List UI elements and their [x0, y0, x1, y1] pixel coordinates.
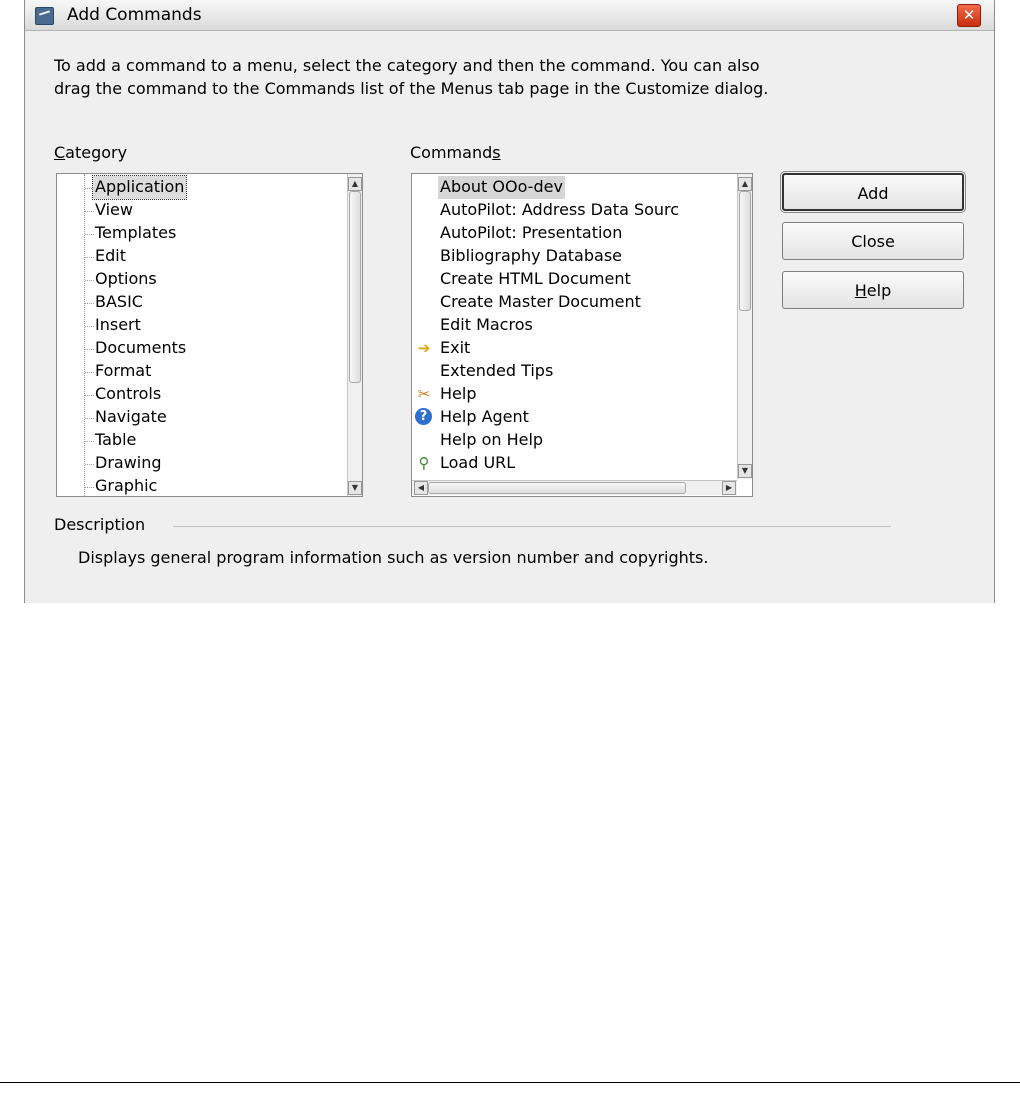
- command-item[interactable]: Create Master Document: [440, 292, 641, 311]
- command-item[interactable]: About OOo-dev: [438, 176, 565, 199]
- category-item[interactable]: View: [95, 200, 133, 219]
- commands-horizontal-scrollbar[interactable]: [412, 480, 737, 495]
- title-bar[interactable]: [25, 0, 994, 31]
- tree-connector: [85, 303, 94, 304]
- tree-connector: [85, 395, 94, 396]
- command-item[interactable]: Exit: [440, 338, 471, 357]
- help-button[interactable]: Help: [782, 271, 964, 309]
- tree-connector: [85, 211, 94, 212]
- description-label: Description: [54, 515, 146, 534]
- tree-connector: [85, 349, 94, 350]
- category-item[interactable]: Navigate: [95, 407, 167, 426]
- add-button[interactable]: Add: [782, 173, 964, 211]
- scissors-icon: ✂: [417, 385, 431, 403]
- scroll-right-arrow-icon[interactable]: ▶: [722, 481, 736, 495]
- category-item[interactable]: Insert: [95, 315, 141, 334]
- scroll-up-arrow-icon[interactable]: ▲: [348, 177, 362, 191]
- tree-connector: [85, 418, 94, 419]
- category-item[interactable]: Options: [95, 269, 157, 288]
- category-item[interactable]: BASIC: [95, 292, 143, 311]
- app-icon: [35, 7, 54, 25]
- tree-connector: [85, 487, 94, 488]
- category-list[interactable]: [56, 173, 363, 497]
- scroll-thumb[interactable]: [349, 191, 361, 383]
- command-item[interactable]: Edit Macros: [440, 315, 533, 334]
- category-item[interactable]: Table: [95, 430, 137, 449]
- dialog-title: Add Commands: [67, 5, 202, 25]
- intro-text: To add a command to a menu, select the category and then the command. You can also drag the command to the Commands list of the Menus tab page in the Customize dialog.: [54, 56, 769, 98]
- category-item[interactable]: Format: [95, 361, 152, 380]
- category-label: Category: [54, 143, 128, 162]
- tree-connector: [85, 464, 94, 465]
- category-item[interactable]: Controls: [95, 384, 162, 403]
- category-item[interactable]: Templates: [95, 223, 177, 242]
- help-agent-icon: ?: [415, 408, 432, 425]
- category-item[interactable]: Graphic: [95, 476, 158, 495]
- description-text: Displays general program information such as version number and copyrights.: [78, 548, 709, 567]
- command-item[interactable]: Help: [440, 384, 477, 403]
- command-item[interactable]: Create HTML Document: [440, 269, 631, 288]
- command-item[interactable]: AutoPilot: Presentation: [440, 223, 623, 242]
- close-button[interactable]: Close: [782, 222, 964, 260]
- scroll-down-arrow-icon[interactable]: ▼: [348, 481, 362, 495]
- scroll-thumb[interactable]: [428, 482, 686, 494]
- command-item[interactable]: AutoPilot: Address Data Sourc: [440, 200, 680, 219]
- page-bottom-rule: [0, 1082, 1020, 1083]
- exit-icon: ➔: [417, 339, 431, 357]
- commands-vertical-scrollbar[interactable]: [737, 174, 752, 479]
- commands-label: Commands: [410, 143, 501, 162]
- tree-connector: [85, 234, 94, 235]
- tree-guide-line: [84, 174, 85, 496]
- tree-connector: [85, 280, 94, 281]
- command-item[interactable]: Load URL: [440, 453, 516, 472]
- tree-connector: [85, 441, 94, 442]
- commands-list[interactable]: [411, 173, 753, 497]
- scroll-up-arrow-icon[interactable]: ▲: [738, 177, 752, 191]
- add-commands-dialog: [24, 0, 995, 603]
- scroll-left-arrow-icon[interactable]: ◀: [414, 481, 428, 495]
- tree-connector: [85, 326, 94, 327]
- scroll-thumb[interactable]: [739, 191, 751, 311]
- category-item[interactable]: Drawing: [95, 453, 162, 472]
- category-vertical-scrollbar[interactable]: [347, 174, 362, 496]
- description-divider: [173, 526, 891, 527]
- command-item[interactable]: Help on Help: [440, 430, 544, 449]
- command-item[interactable]: Help Agent: [440, 407, 529, 426]
- tree-connector: [85, 257, 94, 258]
- command-item[interactable]: Bibliography Database: [440, 246, 622, 265]
- command-item[interactable]: Extended Tips: [440, 361, 554, 380]
- category-item[interactable]: Documents: [95, 338, 187, 357]
- load-url-icon: ⚲: [418, 454, 430, 472]
- category-item[interactable]: Application: [93, 176, 186, 199]
- scroll-down-arrow-icon[interactable]: ▼: [738, 464, 752, 478]
- tree-connector: [85, 372, 94, 373]
- close-window-button[interactable]: ✕: [957, 4, 981, 27]
- category-item[interactable]: Edit: [95, 246, 126, 265]
